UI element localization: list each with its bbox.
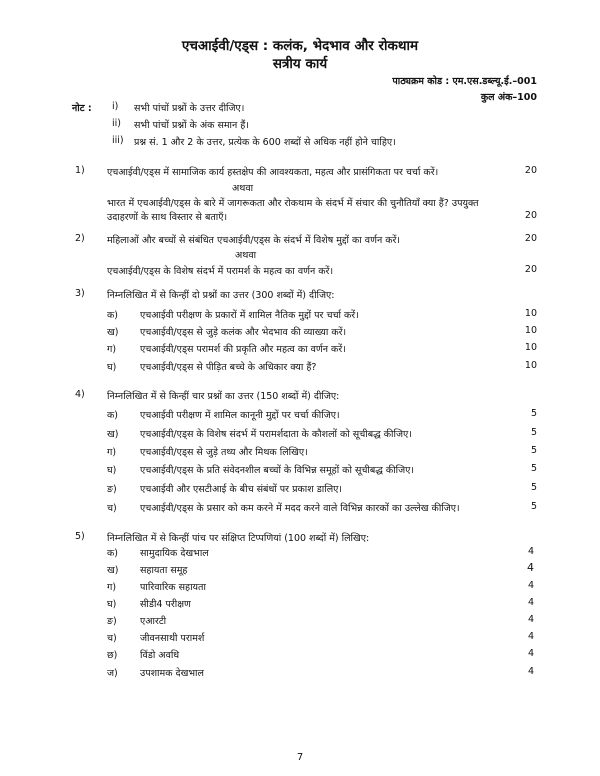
sub-question-text: एचआईवी/एड्स से जुड़े कलंक और भेदभाव की व्याख्या करें। bbox=[140, 327, 347, 338]
sub-question-marks: 10 bbox=[524, 308, 537, 319]
sub-question-number: क) bbox=[107, 410, 119, 421]
note-label: नोट : bbox=[72, 103, 92, 114]
sub-question-number: क) bbox=[107, 548, 119, 559]
sub-question-number: च) bbox=[107, 633, 117, 644]
sub-question-marks: 4 bbox=[527, 597, 534, 608]
sub-question-marks: 5 bbox=[530, 463, 537, 474]
sub-question-number: क) bbox=[107, 310, 119, 321]
question-marks: 20 bbox=[524, 233, 537, 244]
sub-question-number: छ) bbox=[107, 650, 118, 661]
question-marks: 20 bbox=[524, 165, 537, 176]
sub-question-marks: 4 bbox=[527, 580, 534, 591]
question-text: निम्नलिखित में से किन्हीं दो प्रश्नों का उत्तर (300 शब्दों में) दीजिए: bbox=[107, 290, 335, 301]
sub-question-number: ग) bbox=[107, 582, 117, 593]
question-number: 2) bbox=[75, 233, 85, 244]
question-alt-text: उदाहरणों के साथ विस्तार से बताएँ। bbox=[107, 212, 228, 223]
question-alt-text: एचआईवी/एड्स के विशेष संदर्भ में परामर्श के महत्व का वर्णन करें। bbox=[107, 266, 334, 277]
page-number: 7 bbox=[296, 752, 304, 763]
sub-question-text: एचआईवी/एड्स से पीड़ित बच्चे के अधिकार क्या हैं? bbox=[140, 362, 317, 373]
document-title: एचआईवी/एड्स : कलंक, भेदभाव और रोकथाम bbox=[181, 38, 419, 54]
sub-question-number: ग) bbox=[107, 447, 117, 458]
sub-question-marks: 10 bbox=[524, 360, 537, 371]
sub-question-marks: 4 bbox=[527, 648, 534, 659]
sub-question-number: च) bbox=[107, 503, 117, 514]
sub-question-text: एचआईवी/एड्स परामर्श की प्रकृति और महत्व का वर्णन करें। bbox=[140, 344, 346, 355]
sub-question-marks: 4 bbox=[527, 631, 534, 642]
sub-question-number: घ) bbox=[107, 599, 117, 610]
note-item: सभी पांचों प्रश्नों के अंक समान हैं। bbox=[134, 120, 249, 131]
question-text: निम्नलिखित में से किन्हीं चार प्रश्नों का उत्तर (150 शब्दों में) दीजिए: bbox=[107, 391, 340, 402]
sub-question-marks: 4 bbox=[527, 666, 534, 677]
or-label: अथवा bbox=[235, 250, 257, 261]
sub-question-text: पारिवारिक सहायता bbox=[140, 582, 206, 593]
sub-question-marks: 5 bbox=[530, 445, 537, 456]
sub-question-text: एआरटी bbox=[140, 616, 167, 627]
note-item-number: iii) bbox=[112, 135, 124, 146]
note-item-number: ii) bbox=[112, 118, 121, 129]
sub-question-number: ख) bbox=[107, 565, 119, 576]
sub-question-marks: 5 bbox=[530, 408, 537, 419]
sub-question-text: एचआईवी/एड्स के प्रसार को कम करने में मदद करने वाले विभिन्न कारकों का उल्लेख कीजिए। bbox=[140, 503, 460, 514]
question-number: 1) bbox=[75, 165, 85, 176]
note-item: प्रश्न सं. 1 और 2 के उत्तर, प्रत्येक के 600 शब्दों से अधिक नहीं होने चाहिए। bbox=[134, 137, 396, 148]
question-number: 4) bbox=[75, 389, 85, 400]
sub-question-text: विंडो अवधि bbox=[140, 650, 180, 661]
question-number: 3) bbox=[75, 288, 85, 299]
course-code: पाठ्यक्रम कोड : एम.एस.डब्ल्यू.ई.–001 bbox=[392, 76, 537, 87]
sub-question-text: एचआईवी परीक्षण के प्रकारों में शामिल नैतिक मुद्दों पर चर्चा करें। bbox=[140, 310, 359, 321]
or-label: अथवा bbox=[232, 183, 254, 194]
note-item-number: i) bbox=[112, 101, 119, 112]
sub-question-number: घ) bbox=[107, 465, 117, 476]
sub-question-number: ख) bbox=[107, 327, 119, 338]
sub-question-marks: 5 bbox=[530, 427, 537, 438]
sub-question-number: ङ) bbox=[107, 616, 117, 627]
sub-question-text: सीडी4 परीक्षण bbox=[140, 599, 191, 610]
sub-question-marks: 5 bbox=[530, 482, 537, 493]
sub-question-number: ग) bbox=[107, 344, 117, 355]
question-alt-text: भारत में एचआईवी/एड्स के बारे में जागरूकता और रोकथाम के संदर्भ में संचार की चुनौतियाँ क्या हैं? उपयुक्त bbox=[107, 198, 479, 209]
question-text: एचआईवी/एड्स में सामाजिक कार्य हस्तक्षेप की आवश्यकता, महत्व और प्रासंगिकता पर चर्चा करें। bbox=[107, 167, 439, 178]
sub-question-marks: 4 bbox=[527, 561, 534, 574]
sub-question-marks: 5 bbox=[530, 501, 537, 512]
sub-question-text: एचआईवी/एड्स के विशेष संदर्भ में परामर्शदाता के कौशलों को सूचीबद्ध कीजिए। bbox=[140, 429, 412, 440]
sub-question-marks: 4 bbox=[527, 614, 534, 625]
sub-question-text: सहायता समूह bbox=[140, 565, 188, 576]
sub-question-text: सामुदायिक देखभाल bbox=[140, 548, 209, 559]
sub-question-text: उपशामक देखभाल bbox=[140, 668, 204, 679]
sub-question-number: ख) bbox=[107, 429, 119, 440]
sub-question-marks: 4 bbox=[527, 546, 534, 557]
sub-question-text: एचआईवी/एड्स के प्रति संवेदनशील बच्चों के विभिन्न समूहों को सूचीबद्ध कीजिए। bbox=[140, 465, 415, 476]
note-item: सभी पांचों प्रश्नों के उत्तर दीजिए। bbox=[134, 103, 245, 114]
total-marks: कुल अंक–100 bbox=[480, 92, 537, 103]
sub-question-marks: 10 bbox=[524, 325, 537, 336]
sub-question-number: ङ) bbox=[107, 484, 117, 495]
sub-question-number: घ) bbox=[107, 362, 117, 373]
question-alt-marks: 20 bbox=[524, 264, 537, 275]
sub-question-text: एचआईवी परीक्षण में शामिल कानूनी मुद्दों पर चर्चा कीजिए। bbox=[140, 410, 340, 421]
sub-question-text: एचआईवी/एड्स से जुड़े तथ्य और मिथक लिखिए। bbox=[140, 447, 308, 458]
sub-question-text: एचआईवी और एसटीआई के बीच संबंधों पर प्रकाश डालिए। bbox=[140, 484, 343, 495]
sub-question-marks: 10 bbox=[524, 342, 537, 353]
sub-question-number: ज) bbox=[107, 668, 118, 679]
sub-question-text: जीवनसाथी परामर्श bbox=[140, 633, 205, 644]
question-text: महिलाओं और बच्चों से संबंधित एचआईवी/एड्स के संदर्भ में विशेष मुद्दों का वर्णन करें। bbox=[107, 235, 401, 246]
question-number: 5) bbox=[75, 531, 85, 542]
question-alt-marks: 20 bbox=[524, 210, 537, 221]
document-subtitle: सत्रीय कार्य bbox=[272, 56, 328, 72]
question-text: निम्नलिखित में से किन्हीं पांच पर संक्षिप्त टिप्पणियां (100 शब्दों में) लिखिए: bbox=[107, 533, 370, 544]
